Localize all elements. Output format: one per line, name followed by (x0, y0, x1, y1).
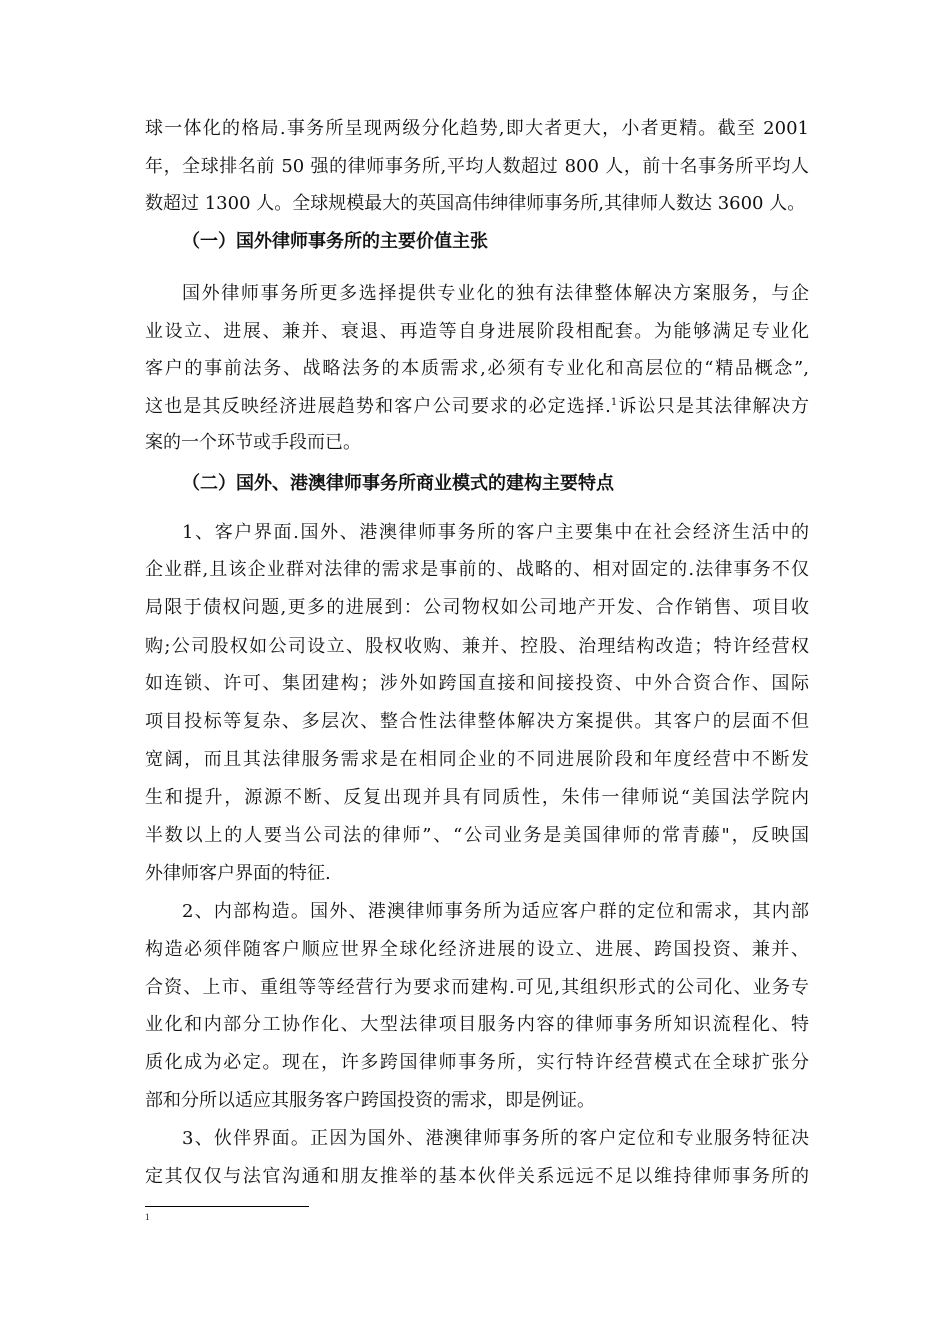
client-line-4: 购;公司股权如公司设立、股权收购、兼并、控股、治理结构改造；特许经营权 (145, 636, 809, 657)
partner-line-2: 定其仅仅与法官沟通和朋友推举的基本伙伴关系远远不足以维持律师事务所的 (145, 1166, 809, 1187)
value-line-4 (145, 395, 809, 419)
intro-line-2: 年，全球排名前 50 强的律师事务所,平均人数超过 800 人，前十名事务所平均人 (145, 156, 809, 177)
section-heading-value-proposition: （一）国外律师事务所的主要价值主张 (182, 231, 488, 252)
client-line-1: 1、客户界面.国外、港澳律师事务所的客户主要集中在社会经济生活中的 (182, 522, 809, 543)
internal-line-6: 部和分所以适应其服务客户跨国投资的需求，即是例证。 (145, 1090, 595, 1111)
client-line-9: 半数以上的人要当公司法的律师”、“公司业务是美国律师的常青藤"，反映国 (145, 825, 809, 846)
client-line-10: 外律师客户界面的特征. (145, 863, 331, 884)
client-line-2: 企业群,且该企业群对法律的需求是事前的、战略的、相对固定的.法律事务不仅 (145, 559, 809, 580)
client-line-5: 如连锁、许可、集团建构；涉外如跨国直接和间接投资、中外合资合作、国际 (145, 673, 809, 694)
footnote-mark: 1 (145, 1212, 150, 1222)
client-line-7: 宽阔，而且其法律服务需求是在相同企业的不同进展阶段和年度经营中不断发 (145, 749, 809, 770)
value-line-1: 国外律师事务所更多选择提供专业化的独有法律整体解决方案服务，与企 (182, 283, 809, 304)
internal-line-2: 构造必须伴随客户顺应世界全球化经济进展的设立、进展、跨国投资、兼并、 (145, 939, 809, 960)
value-line-5: 案的一个环节或手段而已。 (145, 432, 361, 453)
client-line-6: 项目投标等复杂、多层次、整合性法律整体解决方案提供。其客户的层面不但 (145, 711, 809, 732)
value-line-2: 业设立、进展、兼并、衰退、再造等自身进展阶段相配套。为能够满足专业化 (145, 321, 809, 342)
partner-line-1: 3、伙伴界面。正因为国外、港澳律师事务所的客户定位和专业服务特征决 (182, 1128, 809, 1149)
client-line-3: 局限于债权问题,更多的进展到：公司物权如公司地产开发、合作销售、项目收 (145, 597, 809, 618)
internal-line-3: 合资、上市、重组等等经营行为要求而建构.可见,其组织形式的公司化、业务专 (145, 977, 809, 998)
internal-line-4: 业化和内部分工协作化、大型法律项目服务内容的律师事务所知识流程化、特 (145, 1014, 809, 1035)
internal-line-5: 质化成为必定。现在，许多跨国律师事务所，实行特许经营模式在全球扩张分 (145, 1052, 809, 1073)
section-heading-business-model: （二）国外、港澳律师事务所商业模式的建构主要特点 (182, 473, 614, 494)
value-line-4-text: 这也是其反映经济进展趋势和客户公司要求的必定选择. (145, 396, 611, 417)
client-line-8: 生和提升，源源不断、反复出现并具有同质性，朱伟一律师说“美国法学院内 (145, 787, 809, 808)
footnote-reference[interactable]: 1 (610, 397, 618, 408)
intro-line-3: 数超过 1300 人。全球规模最大的英国高伟绅律师事务所,其律师人数达 3600 人。 (145, 193, 806, 214)
value-line-3: 客户的事前法务、战略法务的本质需求,必须有专业化和高层位的“精品概念”, (145, 358, 809, 379)
value-line-4-tail: 诉讼只是其法律解决方 (617, 396, 809, 417)
intro-line-1: 球一体化的格局.事务所呈现两级分化趋势,即大者更大，小者更精。截至 2001 (145, 118, 809, 139)
internal-line-1: 2、内部构造。国外、港澳律师事务所为适应客户群的定位和需求，其内部 (182, 901, 809, 922)
footnote-separator (145, 1206, 309, 1207)
